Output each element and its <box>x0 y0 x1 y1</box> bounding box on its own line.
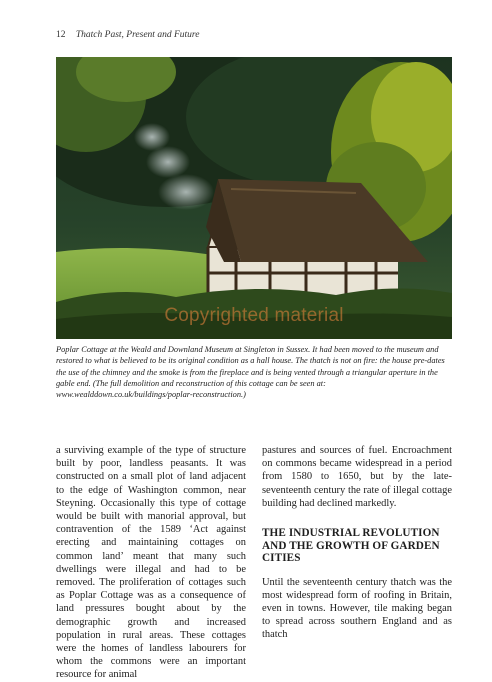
copyright-watermark: Copyrighted material <box>164 305 344 326</box>
caption-text: Poplar Cottage at the Weald and Downland Museum at Singleton in Sussex. It had been moved to the museum and restored to what is believed to be its original condition as a hall house. The thatch is not on fire: the house pre-dates the use of the chimney and the smoke is from the fireplace and is being vented through a triangular aperture in the gable end. (The full demolition and reconstruction of this cottage can be seen at: www.wealddown.co.uk/buildings/poplar-reconstruction.) <box>56 345 445 400</box>
section-heading: THE INDUSTRIAL REVOLUTION AND THE GROWTH OF GARDEN CITIES <box>262 527 440 565</box>
right-paragraph-1: pastures and sources of fuel. Encroachment on commons became widespread in a period from 1580 to 1650, but by the late-seventeenth century the rate of illegal cottage building had declined markedly. <box>262 445 452 509</box>
page-number: 12 <box>56 30 66 40</box>
right-column <box>262 444 452 642</box>
right-paragraph-2: Until the seventeenth century thatch was the most widespread form of roofing in Britain, even in towns. However, tile making began to spread across southern England and as thatch <box>262 576 452 641</box>
cottage-photo-illustration <box>56 57 452 339</box>
left-column <box>56 444 246 682</box>
running-header <box>56 30 456 40</box>
figure-caption <box>56 344 454 400</box>
left-paragraph: a surviving example of the type of structure built by poor, landless peasants. It was constructed on a small plot of land adjacent to the edge of Washington common, near Steyning. Occasionally this type of cottage would be built with manorial approval, but contravention of the 1589 ‘Act against erecting and maintaining cottages on common land’ meant that many such dwellings were illegal and had to be removed. The proliferation of cottages such as Poplar Cottage was as a consequence of land pressures bought about by the demographic growth and increased population in rural areas. These cottages were the homes of landless labourers for whom the commons were an important resource for animal <box>56 445 246 681</box>
book-title: Thatch Past, Present and Future <box>75 30 200 40</box>
cottage-photo <box>56 57 452 339</box>
